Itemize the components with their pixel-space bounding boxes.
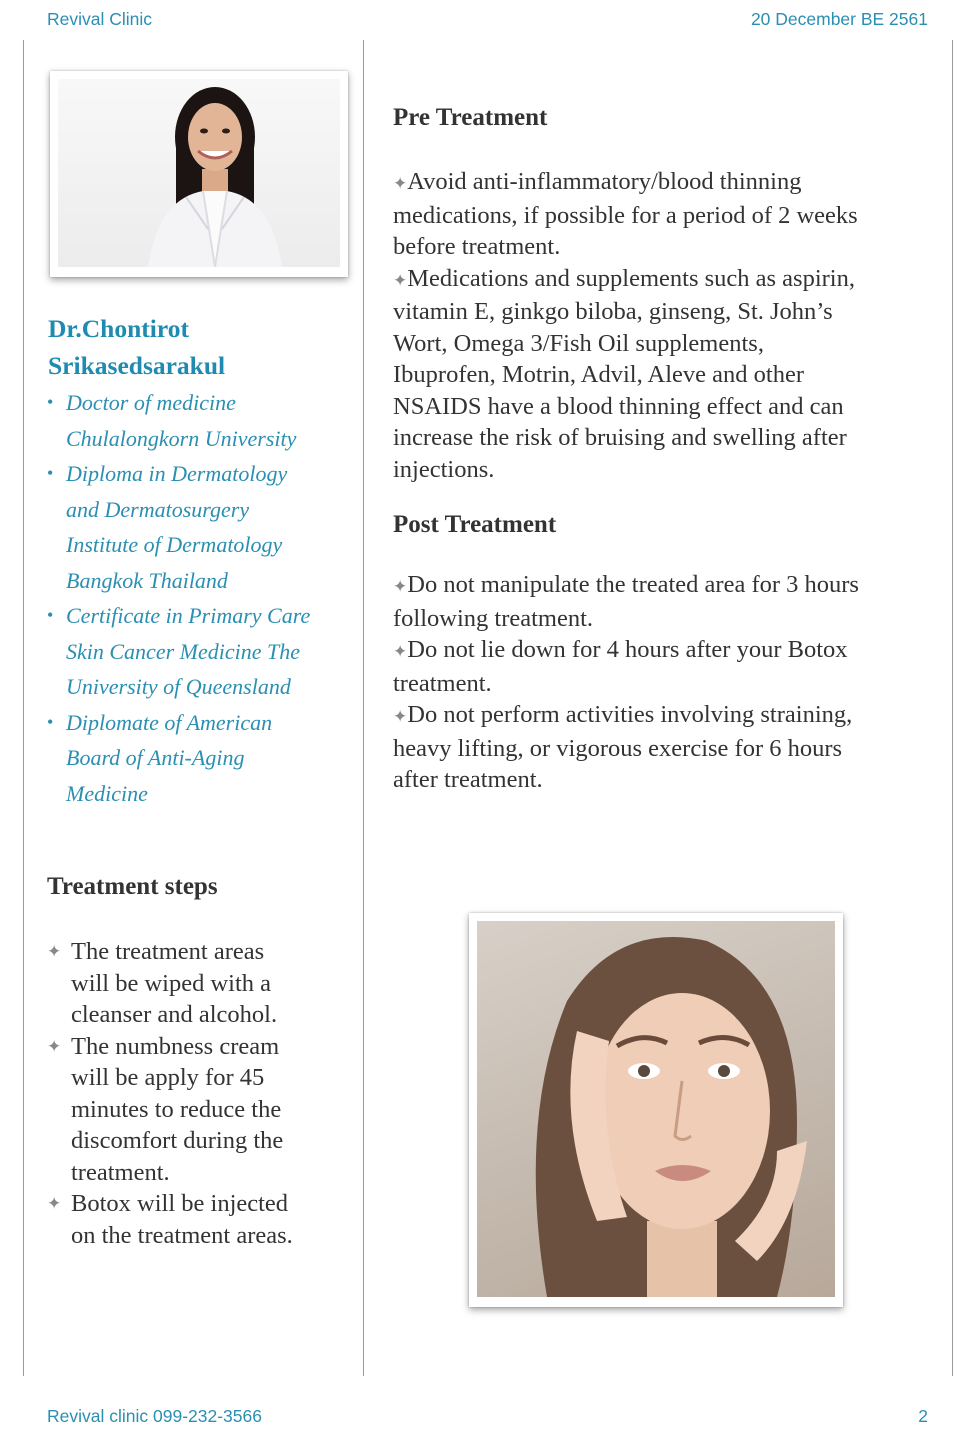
column-divider — [363, 40, 364, 1376]
credential-line: Board of Anti-Aging — [66, 745, 245, 770]
star-bullet-icon: ✦ — [47, 1036, 62, 1056]
item-line: injections. — [393, 455, 495, 483]
model-photo — [477, 921, 835, 1297]
treatment-steps-heading: Treatment steps — [47, 873, 218, 900]
step-line: minutes to reduce the — [71, 1095, 282, 1123]
credential-line: and Dermatosurgery — [66, 496, 250, 522]
bullet-icon: • — [47, 392, 54, 412]
pre-treatment-item — [393, 263, 933, 486]
credential-item — [47, 705, 347, 812]
doctor-name-line-1: Dr.Chontirot — [48, 314, 189, 343]
item-line: after treatment. — [393, 766, 543, 793]
step-line: The numbness cream — [71, 1032, 280, 1060]
star-bullet-icon: ✦ — [393, 642, 408, 661]
item-line: Ibuprofen, Motrin, Advil, Aleve and other — [393, 361, 804, 388]
credential-line: Certificate in Primary Care — [66, 603, 311, 628]
post-treatment-item — [393, 569, 933, 634]
step-line: will be apply for 45 — [71, 1064, 265, 1091]
post-treatment-heading: Post Treatment — [393, 511, 557, 538]
treatment-steps-list — [47, 936, 347, 1251]
model-photo-frame — [469, 913, 843, 1307]
credential-line: Diplomate of American — [66, 709, 273, 735]
item-line: Do not lie down for 4 hours after your Botox — [407, 636, 848, 663]
treatment-step-item — [47, 1031, 347, 1189]
star-bullet-icon: ✦ — [47, 942, 62, 961]
credential-line: Doctor of medicine — [66, 390, 236, 415]
post-treatment-item — [393, 634, 933, 699]
credential-line: Medicine — [66, 780, 148, 806]
pre-treatment-heading: Pre Treatment — [393, 104, 548, 131]
item-line: increase the risk of bruising and swelling after — [393, 424, 847, 451]
treatment-step-item — [47, 936, 347, 1031]
pre-treatment-content — [393, 166, 933, 485]
step-line: on the treatment areas. — [71, 1221, 293, 1249]
credential-line: Skin Cancer Medicine The — [66, 638, 300, 664]
step-line: treatment. — [71, 1158, 170, 1186]
item-line: treatment. — [393, 669, 492, 697]
step-line: The treatment areas — [71, 938, 265, 965]
star-bullet-icon: ✦ — [47, 1194, 62, 1213]
step-line: discomfort during the — [71, 1127, 284, 1154]
item-line: Medications and supplements such as aspirin, — [407, 264, 855, 292]
item-line: before treatment. — [393, 233, 561, 260]
credential-line: University of Queensland — [66, 674, 291, 699]
credential-line: Institute of Dermatology — [66, 532, 283, 557]
credential-line: Diploma in Dermatology — [66, 461, 288, 486]
item-line: Do not perform activities involving straining, — [407, 701, 853, 728]
item-line: Wort, Omega 3/Fish Oil supplements, — [393, 329, 764, 357]
item-line: NSAIDS have a blood thinning effect and can — [393, 392, 844, 420]
left-margin-rule — [23, 40, 24, 1376]
right-margin-rule — [952, 40, 953, 1376]
bullet-icon: • — [47, 711, 54, 732]
doctor-photo — [58, 79, 340, 267]
pre-treatment-item — [393, 166, 933, 263]
star-bullet-icon: ✦ — [393, 270, 408, 290]
page-number: 2 — [918, 1406, 928, 1426]
credential-line: Bangkok Thailand — [66, 567, 228, 593]
step-line: cleanser and alcohol. — [71, 1001, 278, 1028]
footer-contact: Revival clinic 099-232-3566 — [47, 1406, 262, 1426]
treatment-step-item — [47, 1188, 347, 1251]
step-line: will be wiped with a — [71, 969, 272, 997]
item-line: vitamin E, ginkgo biloba, ginseng, St. John’s — [393, 298, 833, 325]
credential-line: Chulalongkorn University — [66, 425, 297, 451]
post-treatment-item — [393, 699, 933, 796]
doctor-credentials-list — [47, 385, 347, 811]
credential-item — [47, 385, 347, 456]
header-clinic-name: Revival Clinic — [47, 9, 153, 29]
star-bullet-icon: ✦ — [393, 707, 408, 726]
item-line: heavy lifting, or vigorous exercise for 6 hours — [393, 734, 843, 762]
item-line: following treatment. — [393, 604, 594, 632]
item-line: Avoid anti-inflammatory/blood thinning — [407, 168, 802, 195]
bullet-icon: • — [47, 605, 54, 625]
star-bullet-icon: ✦ — [393, 577, 408, 596]
post-treatment-content — [393, 569, 933, 796]
item-line: Do not manipulate the treated area for 3 hours — [407, 571, 859, 598]
header-date: 20 December BE 2561 — [750, 9, 928, 29]
step-line: Botox will be injected — [71, 1190, 289, 1217]
bullet-icon: • — [47, 463, 54, 483]
star-bullet-icon: ✦ — [393, 174, 408, 193]
credential-item — [47, 456, 347, 598]
credential-item — [47, 598, 347, 705]
item-line: medications, if possible for a period of 2 weeks — [393, 201, 858, 229]
doctor-name — [48, 310, 348, 384]
doctor-photo-frame — [50, 71, 348, 277]
doctor-name-line-2: Srikasedsarakul — [48, 351, 226, 380]
